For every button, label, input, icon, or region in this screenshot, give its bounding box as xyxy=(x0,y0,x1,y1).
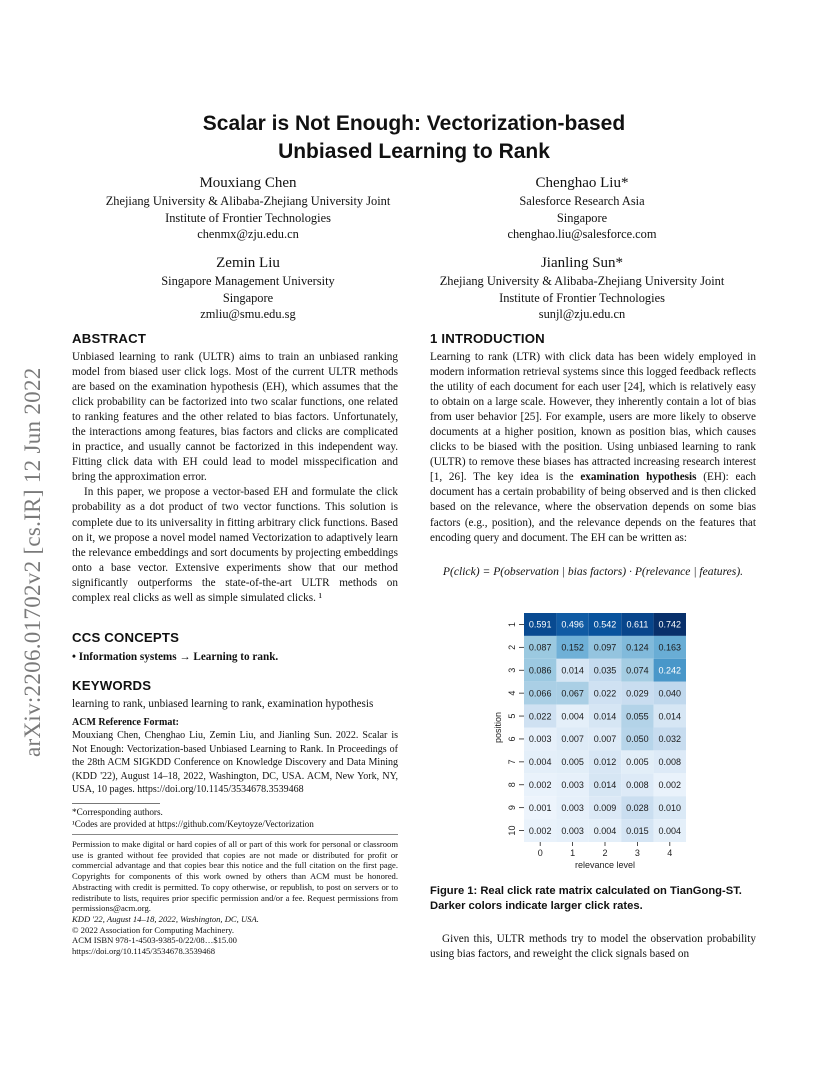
arxiv-id-text: arXiv:2206.01702v2 [cs.IR] 12 Jun 2022 xyxy=(20,367,45,757)
heatmap-value-label: 0.002 xyxy=(658,779,682,790)
heatmap-value-label: 0.009 xyxy=(593,802,617,813)
y-tick-label: 1 xyxy=(507,621,517,627)
author-affiliation: Salesforce Research Asia xyxy=(519,194,645,208)
heatmap-value-label: 0.242 xyxy=(658,665,682,676)
heatmap-value-label: 0.066 xyxy=(528,688,552,699)
heatmap-value-label: 0.055 xyxy=(626,711,649,722)
author-affiliation: Singapore Management University xyxy=(161,274,335,288)
heatmap-value-label: 0.074 xyxy=(626,665,649,676)
heatmap-value-label: 0.007 xyxy=(561,734,584,745)
x-tick-label: 2 xyxy=(602,848,608,858)
footnote-divider xyxy=(72,803,160,804)
heatmap-value-label: 0.611 xyxy=(626,619,649,630)
intro-text-cont: (EH): each document has a certain probability of being observed and is then clicked based on the relevance, where the observation depends on some bias factors (e.g., position), and the relevance depends on the features that encoding query and document. The EH can be written as: xyxy=(430,471,757,544)
heatmap-value-label: 0.050 xyxy=(626,734,649,745)
intro-continuation: Given this, ULTR methods try to model the observation probability using bias factors, and reweight the click signals based on xyxy=(430,933,756,961)
author-email: chenmx@zju.edu.cn xyxy=(197,227,299,241)
author-name: Mouxiang Chen xyxy=(199,175,297,191)
heatmap-value-label: 0.152 xyxy=(561,642,584,653)
heatmap-value-label: 0.015 xyxy=(626,825,649,836)
title-line-2: Unbiased Learning to Rank xyxy=(278,140,550,163)
intro-text: Learning to rank (LTR) with click data has been widely employed in modern information retrieval systems since this logged feedback reflects the utility of each document for each user [24], which is relatively easy to obtain on a large scale. However, they inherently contain a lot of bias from user behavior [25]. For example, users are more likely to observe documents at a higher position, known as position bias, which causes clicks to be biased with the position. Using unbiased learning to rank (ULTR) to remove these biases has attracted increasing research interest [1, 26]. The key idea is the xyxy=(430,351,756,484)
acm-ref-heading: ACM Reference Format: xyxy=(72,717,179,728)
author-name: Chenghao Liu* xyxy=(535,175,629,191)
author-name: Jianling Sun* xyxy=(540,255,624,271)
abstract-body xyxy=(72,350,398,606)
conference-line: KDD '22, August 14–18, 2022, Washington, DC, USA. xyxy=(72,913,259,924)
author-email: zmliu@smu.edu.sg xyxy=(200,307,296,321)
doi-line: https://doi.org/10.1145/3534678.3539468 xyxy=(72,946,215,957)
y-tick-label: 10 xyxy=(507,825,517,836)
x-tick-label: 4 xyxy=(667,848,673,858)
ccs-concepts: • Information systems → Learning to rank. xyxy=(72,651,279,663)
abstract-paragraph: In this paper, we propose a vector-based EH and formulate the click probability as a dot product of two vector functions. This solution is complete due to its universality in fitting arbitrary click functions. Based on it, we propose a novel model named Vectorization to adaptively learn the relevance embeddings and sort documents by projecting embeddings onto a base vector. Extensive experiments show that our method significantly outperforms the state-of-the-art ULTR methods on complex real clicks as well as simple simulated clicks. ¹ xyxy=(72,486,398,604)
intro-emphasis: examination hypothesis xyxy=(580,471,697,484)
click-rate-heatmap xyxy=(492,608,722,870)
heatmap-value-label: 0.002 xyxy=(528,825,552,836)
heatmap-value-label: 0.014 xyxy=(593,779,617,790)
permission-block xyxy=(72,839,398,957)
heatmap-value-label: 0.003 xyxy=(528,734,552,745)
y-tick-label: 3 xyxy=(507,667,517,673)
acm-ref-text: Mouxiang Chen, Chenghao Liu, Zemin Liu, and Jianling Sun. 2022. Scalar is Not Enough: Vectorization-based Unbiased Learning to Rank. In Proceedings of the 28th ACM SIGKDD Conference on Knowledge Discovery and Data Mining (KDD '22), August 14–18, 2022, Washington, DC, USA. ACM, New York, NY, USA, 10 pages. https://doi.org/10.1145/3534678.3539468 xyxy=(72,730,398,796)
heatmap-value-label: 0.035 xyxy=(593,665,617,676)
heatmap-value-label: 0.004 xyxy=(593,825,617,836)
heatmap-value-label: 0.014 xyxy=(658,711,682,722)
author-affiliation: Institute of Frontier Technologies xyxy=(165,210,331,225)
permission-divider xyxy=(72,834,398,835)
abstract-heading: ABSTRACT xyxy=(72,331,147,346)
author-block-4 xyxy=(404,254,760,323)
heatmap-value-label: 0.012 xyxy=(593,757,617,768)
keywords-heading: KEYWORDS xyxy=(72,678,152,693)
heatmap-value-label: 0.022 xyxy=(528,711,552,722)
x-tick-label: 1 xyxy=(570,848,576,858)
heatmap-value-label: 0.742 xyxy=(658,619,682,630)
heatmap-value-label: 0.010 xyxy=(658,802,682,813)
author-affiliation: Singapore xyxy=(556,210,608,225)
footnotes xyxy=(72,807,398,830)
heatmap-value-label: 0.067 xyxy=(561,688,584,699)
isbn-line: ACM ISBN 978-1-4503-9385-0/22/08…$15.00 xyxy=(72,935,237,946)
introduction-body xyxy=(430,350,756,546)
heatmap-value-label: 0.124 xyxy=(626,642,649,653)
x-tick-label: 0 xyxy=(537,848,543,858)
author-affiliation: Zhejiang University & Alibaba-Zhejiang University Joint xyxy=(439,274,725,288)
heatmap-value-label: 0.014 xyxy=(593,711,617,722)
acm-reference xyxy=(72,716,398,796)
heatmap-value-label: 0.542 xyxy=(593,619,617,630)
y-tick-label: 9 xyxy=(507,805,517,811)
heatmap-value-label: 0.014 xyxy=(561,665,584,676)
author-block-2 xyxy=(404,174,760,243)
author-block-1 xyxy=(72,174,424,243)
author-block-3 xyxy=(72,254,424,323)
permission-text: Permission to make digital or hard copies of all or part of this work for personal or classroom use is granted without fee provided that copies are not made or distributed for profit or commercial advantage and that copies bear this notice and the full citation on the first page. Copyrights for components of this work owned by others than ACM must be honored. Abstracting with credit is permitted. To copy otherwise, or republish, to post on servers or to redistribute to lists, requires prior specific permission and/or a fee. Request permissions from permissions@acm.org. xyxy=(72,839,398,914)
y-tick-label: 2 xyxy=(507,644,517,650)
heatmap-value-label: 0.496 xyxy=(561,619,584,630)
x-tick-label: 3 xyxy=(634,848,640,858)
y-axis-label: position xyxy=(493,711,503,744)
heatmap-value-label: 0.097 xyxy=(593,642,617,653)
heatmap-value-label: 0.087 xyxy=(528,642,552,653)
keywords-text: learning to rank, unbiased learning to rank, examination hypothesis xyxy=(72,698,374,710)
introduction-heading: 1 INTRODUCTION xyxy=(430,331,545,346)
y-tick-label: 7 xyxy=(507,759,517,765)
copyright-line: © 2022 Association for Computing Machinery. xyxy=(72,924,235,935)
heatmap-value-label: 0.004 xyxy=(528,757,552,768)
x-axis-label: relevance level xyxy=(574,860,636,870)
author-affiliation: Institute of Frontier Technologies xyxy=(499,290,665,305)
author-affiliation: Zhejiang University & Alibaba-Zhejiang University Joint xyxy=(105,194,391,208)
heatmap-value-label: 0.008 xyxy=(626,779,649,790)
y-tick-label: 4 xyxy=(507,690,517,696)
y-tick-label: 5 xyxy=(507,713,517,719)
heatmap-value-label: 0.003 xyxy=(561,802,584,813)
author-email: sunjl@zju.edu.cn xyxy=(538,307,626,321)
heatmap-value-label: 0.032 xyxy=(658,734,682,745)
abstract-paragraph: Unbiased learning to rank (ULTR) aims to train an unbiased ranking model from biased user click logs. Most of the current ULTR methods are based on the examination hypothesis (EH), which assumes that the click probability can be factorized into two scalar functions, one related to ranking features and the other related to bias factors. Unfortunately, the interactions among features, bias factors and clicks are complicated in practice, and usually cannot be factorized in this independent way. Fitting click data with EH could lead to model misspecification and bring the approximation error. xyxy=(72,351,398,484)
heatmap-value-label: 0.003 xyxy=(561,779,584,790)
heatmap-value-label: 0.002 xyxy=(528,779,552,790)
paper-title xyxy=(0,110,828,166)
heatmap-value-label: 0.008 xyxy=(658,757,682,768)
arxiv-identifier xyxy=(18,300,58,760)
heatmap-value-label: 0.003 xyxy=(561,825,584,836)
heatmap-value-label: 0.163 xyxy=(658,642,682,653)
y-tick-label: 8 xyxy=(507,782,517,788)
heatmap-value-label: 0.004 xyxy=(561,711,584,722)
heatmap-value-label: 0.004 xyxy=(658,825,682,836)
title-line-1: Scalar is Not Enough: Vectorization-based xyxy=(202,112,626,135)
author-name: Zemin Liu xyxy=(216,255,280,271)
figure-caption: Figure 1: Real click rate matrix calculated on TianGong-ST. Darker colors indicate larger click rates. xyxy=(430,885,742,912)
ccs-heading: CCS CONCEPTS xyxy=(72,630,180,645)
footnote-corresponding: *Corresponding authors. xyxy=(72,807,163,817)
footnote-code-link: ¹Codes are provided at https://github.com/Keytoyze/Vectorization xyxy=(72,818,314,829)
eh-formula: P(click) = P(observation | bias factors) · P(relevance | features). xyxy=(442,565,744,578)
heatmap-value-label: 0.591 xyxy=(528,619,552,630)
author-affiliation: Singapore xyxy=(222,290,274,305)
heatmap-value-label: 0.029 xyxy=(626,688,649,699)
heatmap-value-label: 0.040 xyxy=(658,688,682,699)
y-tick-label: 6 xyxy=(507,736,517,742)
heatmap-value-label: 0.086 xyxy=(528,665,552,676)
heatmap-value-label: 0.005 xyxy=(561,757,584,768)
heatmap-value-label: 0.007 xyxy=(593,734,617,745)
heatmap-value-label: 0.022 xyxy=(593,688,617,699)
heatmap-value-label: 0.028 xyxy=(626,802,649,813)
heatmap-value-label: 0.005 xyxy=(626,757,649,768)
heatmap-value-label: 0.001 xyxy=(528,802,552,813)
author-email: chenghao.liu@salesforce.com xyxy=(507,227,657,241)
